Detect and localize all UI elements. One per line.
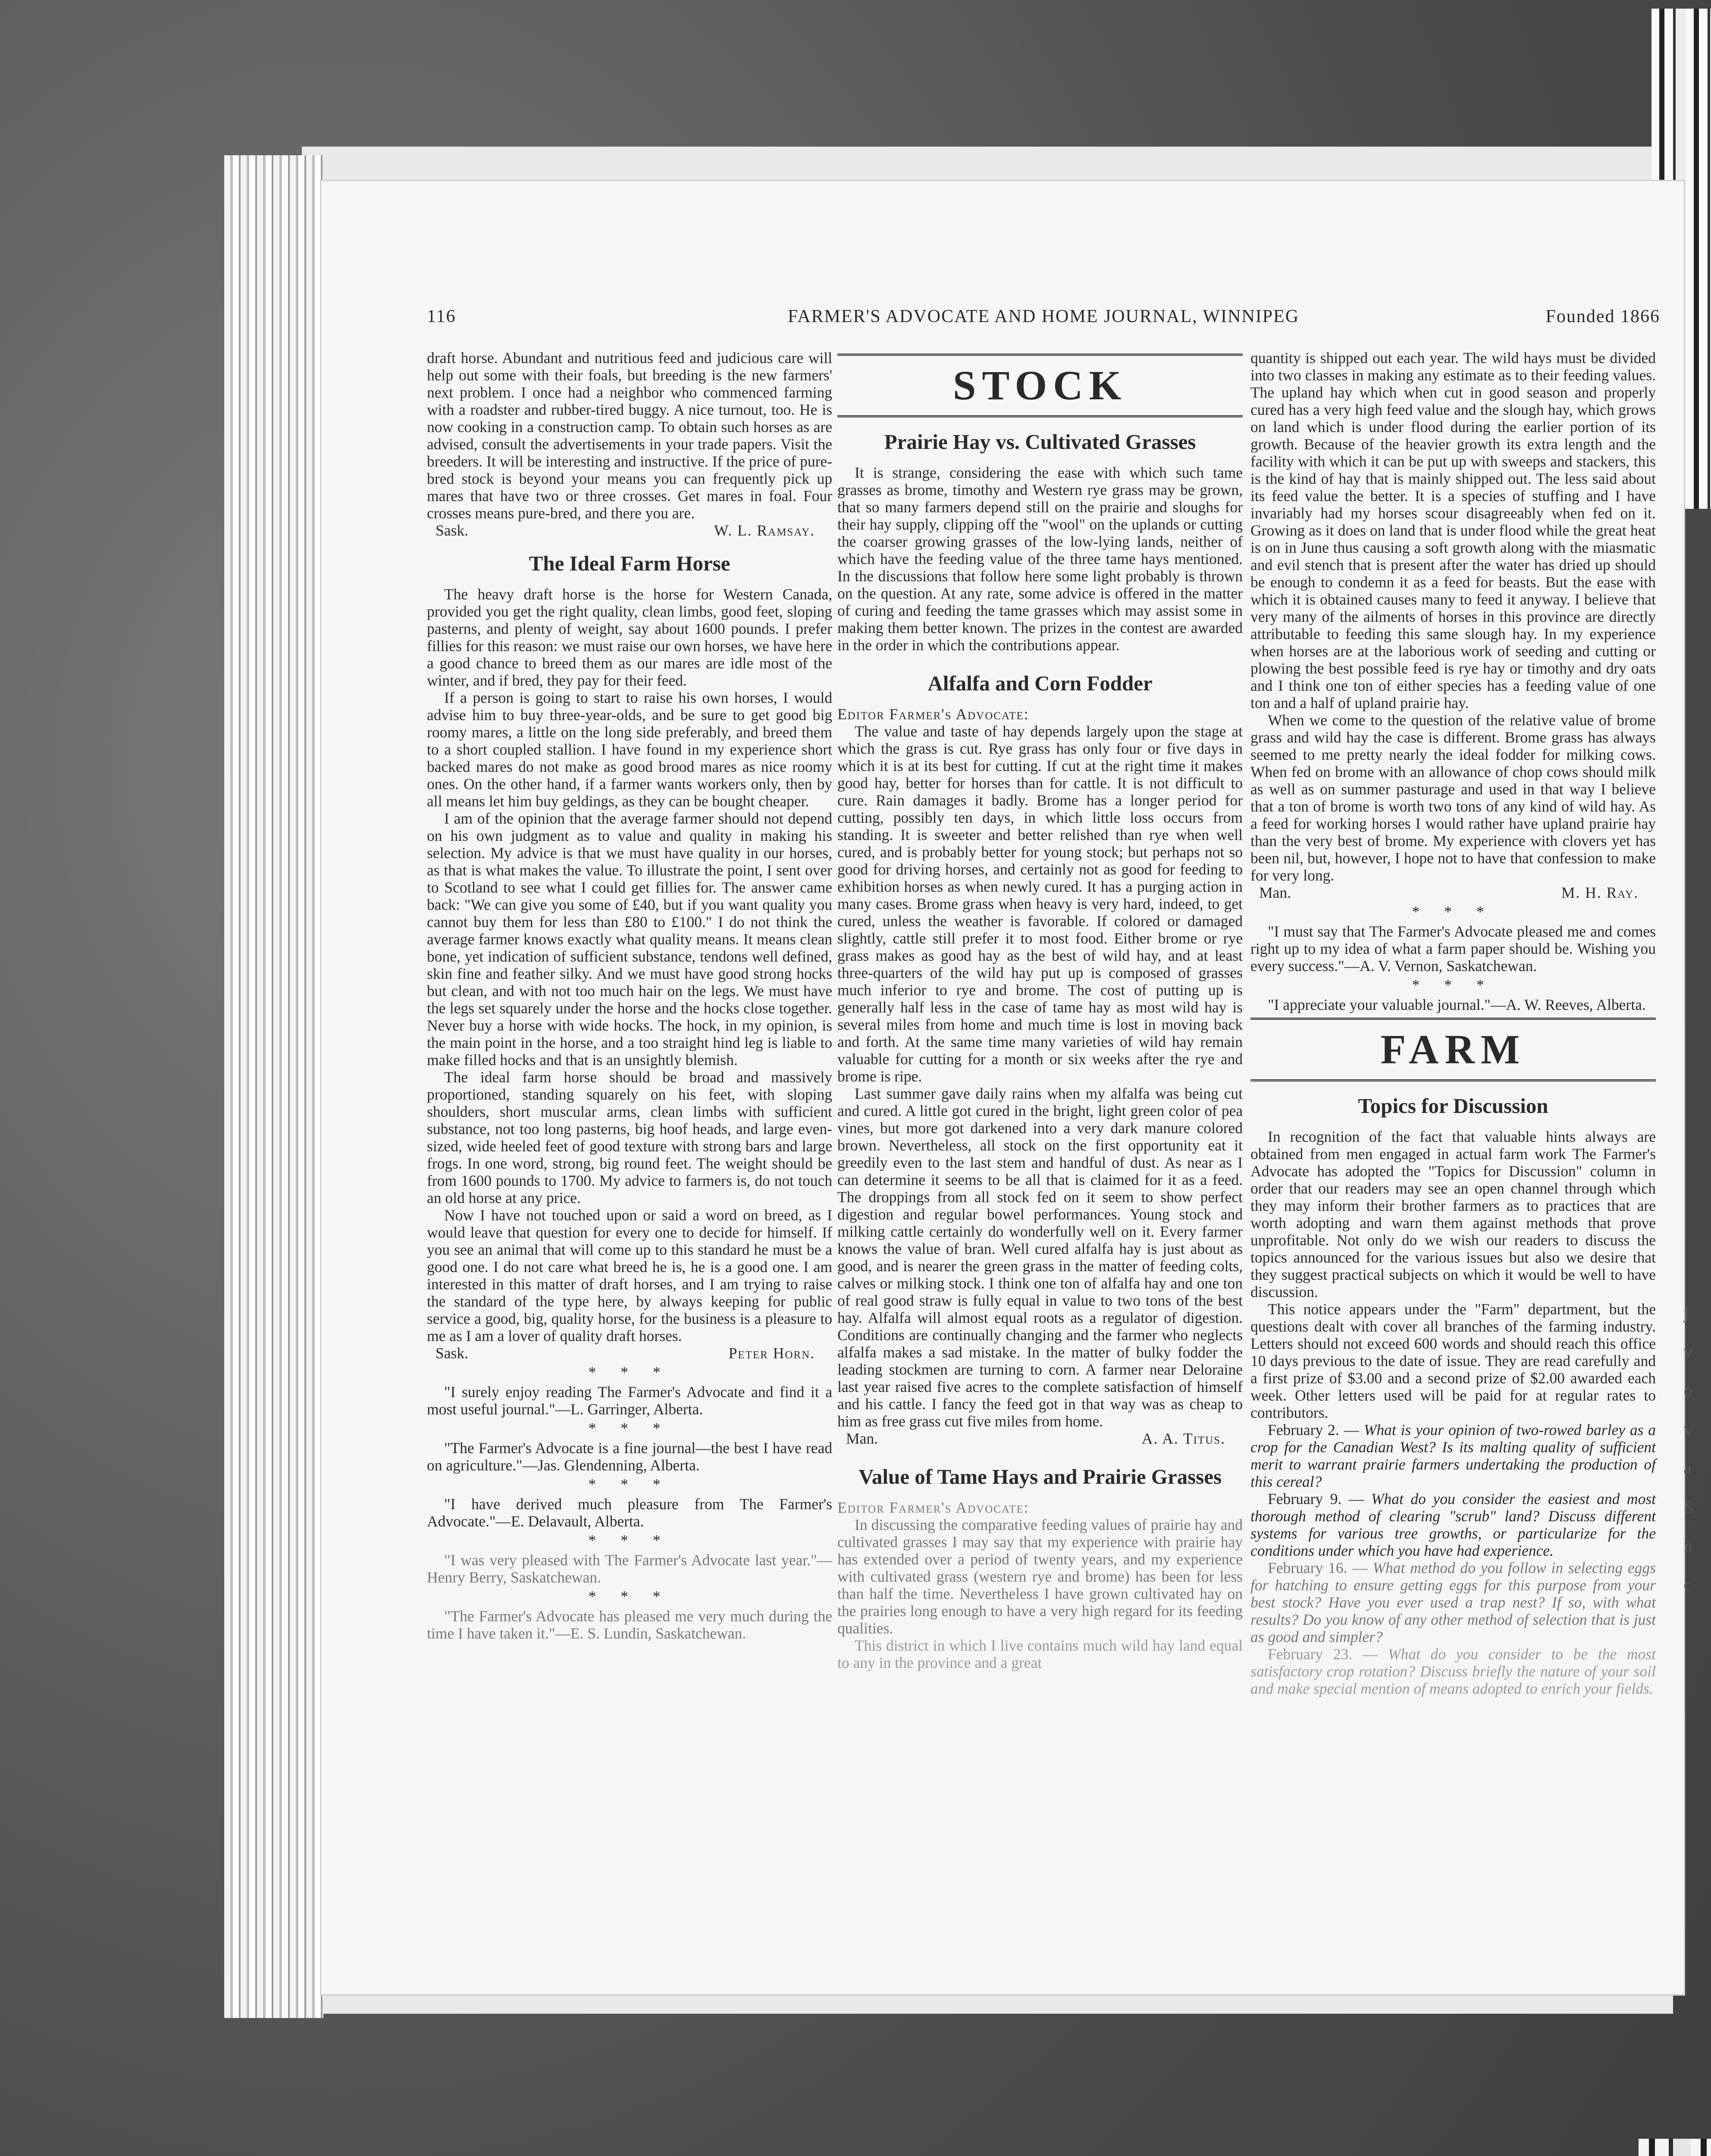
paragraph: In recognition of the fact that valuable hints always are obtained from men engaged in actual farm work The Farmer's Advocate has adopted the "Topics for Discussion" column in order that our readers may see an open channel through which they may inform their brother farmers as to practices that are worth adopting and warn them against methods that prove unprofitable. Not only do we wish our readers to discuss the topics announced for the various issues but also we desire that they suggest practical subjects on which it would be well to have discussion. — [1250, 1128, 1656, 1300]
separator-stars: * * * — [588, 1363, 671, 1381]
margin-letter: v — [1684, 1342, 1692, 1361]
separator-stars: * * * — [588, 1476, 671, 1493]
separator-stars: * * * — [1412, 903, 1495, 920]
signature — [837, 1430, 1243, 1447]
topic-question: What do you consider the easiest and most thorough method of clearing "scrub" land? Discuss different systems for various tree growths, or particularize for the conditions under which you have had experience. — [1250, 1490, 1656, 1559]
paragraph: The heavy draft horse is the horse for Western Canada, provided you get the right quality, clean limbs, good feet, sloping pasterns, and plenty of weight, say about 1600 pounds. I prefer fillies for this reason: we must raise our own horses, we have here a good chance to breed them as our mares are idle most of the winter, and if bred, they pay for their feed. — [427, 586, 832, 689]
adjacent-page-margin-text — [1684, 1294, 1710, 1682]
signature — [427, 522, 832, 539]
paragraph: The value and taste of hay depends largely upon the stage at which the grass is cut. Rye grass has only four or five days in which it is at its best for cutting. If cut at the right time it makes good hay, better for horses than for cattle. It is not difficult to cure. Rain damages it badly. Brome has a longer period for cutting, possibly ten days, in which little loss occurs from standing. It is sweeter and better relished than rye when well cured, and is probably better for young stock; but perhaps not so good for driving horses, and certainly not as good for feeding to exhibition horses as when newly cured. It has a purging action in many cases. Brome grass when heavy is very hard, indeed, to get cured, unless the weather is favorable. If colored or damaged slightly, cattle still prefer it to most food. Either brome or rye grass makes as good hay as the best of wild hay, and at least three-quarters of the wild hay put up is composed of grasses much inferior to rye and brome. The cost of putting up is generally half less in the case of tame hay as most wild hay is several miles from home and much time is lost in moving back and forth. At the same time many varieties of wild hay remain valuable for cutting for a month or six weeks after the rye and brome is ripe. — [837, 723, 1243, 1085]
separator-stars: * * * — [1412, 976, 1495, 993]
reader-quote: "I surely enjoy reading The Farmer's Advocate and find it a most useful journal."—L. Garringer, Alberta. — [427, 1383, 832, 1418]
signature-name: M. H. Ray. — [1561, 884, 1639, 901]
book-binding — [224, 155, 323, 2018]
paragraph: It is strange, considering the ease with which such tame grasses as brome, timothy and Western rye grass may be grown, that so many farmers depend still on the prairie and sloughs for their hay supply, clipping off the "wool" on the uplands or cutting the coarser growing grasses of the low-lying lands, neither of which have the feeding value of the three tame hays mentioned. In the discussions that follow here some light probably is thrown on the question. At any rate, some advice is offered in the matter of curing and feeding the tame grasses which may assist some in making them better known. The prizes in the contest are awarded in the order in which the contributions appear. — [837, 464, 1243, 654]
margin-letter: n — [1684, 1536, 1692, 1555]
topic-question: What is your opinion of two-rowed barley as a crop for the Canadian West? Is its malting quality of sufficient merit to warrant prairie farmers undertaking the production of this cereal? — [1250, 1421, 1656, 1490]
signature-place: Sask. — [436, 522, 468, 539]
section-title: FARM — [1380, 1026, 1526, 1072]
section-title: STOCK — [953, 362, 1128, 408]
article-heading: Prairie Hay vs. Cultivated Grasses — [884, 430, 1196, 454]
column-right — [1250, 349, 1656, 1697]
topic-entry: February 9. — What do you consider the easiest and most thorough method of clearing "scrub" land? Discuss different systems for various tree growths, or particularize for the conditions under which you have had experience. — [1250, 1490, 1656, 1559]
article-heading: Topics for Discussion — [1358, 1094, 1548, 1118]
topic-entry: February 23. — What do you consider to be the most satisfactory crop rotation? Discuss briefly the nature of your soil and make special mention of means adopted to enrich your fields. — [1250, 1645, 1656, 1697]
signature-name: W. L. Ramsay. — [714, 522, 815, 539]
editor-salutation: Editor Farmer's Advocate: — [837, 705, 1029, 723]
paragraph: The ideal farm horse should be broad and massively proportioned, standing squarely on his feet, with sloping shoulders, short muscular arms, clean limbs with sufficient substance, not too long pasterns, big hoof heads, and large even-sized, wide heeled feet of good texture with strong bars and large frogs. In one word, strong, big round feet. The weight should be from 1600 pounds to 1700. My advice to farmers is, do not touch an old horse at any price. — [427, 1069, 832, 1206]
margin-letter: a — [1684, 1458, 1692, 1478]
article-heading: Value of Tame Hays and Prairie Grasses — [858, 1465, 1222, 1489]
paragraph: draft horse. Abundant and nutritious feed and judicious care will help out some with their foals, but breeding is the new farmers' next problem. I once had a neighbor who commenced farming with a roadster and rubber-tired buggy. A nice turnout, too. He is now cooking in a construction camp. To obtain such horses as are advised, consult the advertisements in your trade papers. Visit the breeders. It will be interesting and instructive. If the price of pure-bred stock is beyond your means you can frequently pick up mares that have two or three crosses. Get mares in foal. Four crosses means pure-bred, and there you are. — [427, 349, 832, 522]
section-banner-farm — [1250, 1018, 1656, 1081]
margin-letter: c — [1684, 1575, 1692, 1594]
topic-question: What method do you follow in selecting eggs for hatching to ensure getting eggs for this purpose from your best stock? Have you ever used a trap nest? If so, with what results? Do you know of any other method of selection that is just as good and simpler? — [1250, 1559, 1656, 1645]
paragraph: quantity is shipped out each year. The wild hays must be divided into two classes in making any estimate as to their feeding values. The upland hay which when cut in good season and properly cured has a very high feed value and the slough hay, which grows on land which is under flood during the earlier portion of its growth. Because of the heavier growth its extra length and the facility with which it can be put up with sweeps and stackers, this is the kind of hay that is mainly shipped out. The less said about its feed value the better. It is a species of stuffing and I have invariably had my horses scour disagreeably when fed on it. Growing as it does on land that is under flood while the great heat is on in June thus causing a soft growth along with the miasmatic and evil stench that is present after the water has dried up should be enough to condemn it as a feed for beasts. But the ease with which it is obtained causes many to feed it anyway. I believe that very many of the ailments of horses in this province are directly attributable to feeding this same slough hay. In my experience when horses are at the laborious work of seeding and cutting or plowing the best possible feed is rye hay or timothy and dry oats and I think one ton of either species has a feeding value of one ton and a half of upland prairie hay. — [1250, 349, 1656, 711]
signature-place: Man. — [846, 1430, 878, 1447]
editor-salutation: Editor Farmer's Advocate: — [837, 1499, 1029, 1516]
signature-name: Peter Horn. — [728, 1344, 815, 1362]
newspaper-page — [321, 181, 1684, 1994]
paragraph: Last summer gave daily rains when my alfalfa was being cut and cured. A little got cured in the bright, light green color of pea vines, but more got darkened into a very dark manure colored brown. Nevertheless, all stock on the first opportunity eat it greedily even to the last stem and handful of dust. As near as I can determine it seems to be all that is claimed for it as a feed. The droppings from all stock fed on it seem to show perfect digestion and regular bowel performances. Young stock and milking cattle certainly do wonderfully well on it. Every farmer knows the value of bran. Well cured alfalfa hay is just about as good, and is nearer the green grass in the matter of feeding colts, calves or milking stock. I think one ton of alfalfa hay and one ton of real good straw is fully equal in value to two tons of the best hay. Alfalfa will almost equal roots as a regulator of digestion. Conditions are continually changing and the farmer who neglects alfalfa makes a sad mistake. In the matter of bulky fodder the leading stockmen are turning to corn. A farmer near Deloraine last year raised five acres to the complete satisfaction of himself and his cattle. I fancy the feed got in that way was as cheap to him as free grass cut five miles from home. — [837, 1085, 1243, 1430]
topic-date: February 23. — [1268, 1645, 1353, 1663]
topic-entry: February 2. — What is your opinion of two-rowed barley as a crop for the Canadian West? Is its malting quality of sufficient merit to warrant prairie farmers undertaking the production of this cereal? — [1250, 1421, 1656, 1490]
signature-place: Man. — [1259, 884, 1291, 901]
reader-quote: "The Farmer's Advocate is a fine journal—the best I have read on agriculture."—Jas. Glendenning, Alberta. — [427, 1439, 832, 1474]
column-left — [427, 349, 832, 1642]
paragraph: Now I have not touched upon or said a word on breed, as I would leave that question for every one to decide for himself. If you see an animal that will come up to this standard he must be a good one. I do not care what breed he is, he is a good one. I am interested in this matter of draft horses, and I am trying to raise the standard of the type here, by always keeping for public service a good, big, quality horse, for the business is a pleasure to me as I am a lover of quality draft horses. — [427, 1206, 832, 1344]
margin-letter: o — [1684, 1381, 1692, 1400]
paragraph: This district in which I live contains much wild hay land equal to any in the province and a great — [837, 1637, 1243, 1671]
paragraph: In discussing the comparative feeding values of prairie hay and cultivated grasses I may say that my experience with prairie hay has extended over a period of twenty years, and my experience with cultivated grass (western rye and brome) has been for less than half the time. Nevertheless I have grown cultivated hay on the prairies long enough to have a very high regard for its feeding qualities. — [837, 1516, 1243, 1637]
topic-date: February 2. — [1268, 1421, 1339, 1438]
article-heading: Alfalfa and Corn Fodder — [928, 671, 1153, 695]
reader-quote: "I was very pleased with The Farmer's Advocate last year."—Henry Berry, Saskatchewan. — [427, 1551, 832, 1586]
paragraph: I am of the opinion that the average farmer should not depend on his own judgment as to value and quality in making his selection. My advice is that we must have quality in our horses, as that is what makes the value. To illustrate the point, I sent over to Scotland to see what I could get fillies for. The answer came back: "We can give you some of £40, but if you want quality you cannot buy them for less than £80 to £100." I do not think the average farmer knows exactly what quality means. It means clean bone, yet indication of sufficient substance, tendons well defined, skin fine and feather silky. And we must have good strong hocks but clean, and with not too much hair on the legs. We must have the legs set squarely under the horse and the hocks close together. Never buy a horse with wide hocks. The hock, in my opinion, is the main point in the horse, and a too straight hind leg is liable to make filled hocks and that is an unsightly blemish. — [427, 810, 832, 1069]
column-middle — [837, 349, 1243, 1671]
reader-quote: "I have derived much pleasure from The Farmer's Advocate."—E. Delavault, Alberta. — [427, 1495, 832, 1530]
signature — [427, 1344, 832, 1362]
section-banner-stock — [837, 354, 1243, 417]
signature-place: Sask. — [436, 1344, 468, 1362]
page-title: FARMER'S ADVOCATE AND HOME JOURNAL, WINNIPEG — [787, 307, 1300, 326]
topic-question: What do you consider to be the most satisfactory crop rotation? Discuss briefly the nature of your soil and make special mention of means adopted to enrich your fields. — [1250, 1645, 1656, 1697]
reader-quote: "The Farmer's Advocate has pleased me very much during the time I have taken it."—E. S. Lundin, Saskatchewan. — [427, 1608, 832, 1642]
topic-date: February 9. — [1268, 1490, 1342, 1507]
signature-name: A. A. Titus. — [1141, 1430, 1225, 1447]
separator-stars: * * * — [588, 1532, 671, 1549]
signature — [1250, 884, 1656, 901]
adjacent-page-edge-bottom — [1639, 2139, 1711, 2156]
margin-letter: j — [1684, 1303, 1689, 1322]
margin-letter: S — [1684, 1497, 1694, 1517]
margin-letter: v — [1684, 1420, 1692, 1439]
separator-stars: * * * — [588, 1420, 671, 1437]
article-heading: The Ideal Farm Horse — [529, 552, 730, 575]
reader-quote: "I appreciate your valuable journal."—A. W. Reeves, Alberta. — [1268, 996, 1646, 1013]
paragraph: This notice appears under the "Farm" department, but the questions dealt with cover all branches of the farming industry. Letters should not exceed 600 words and should reach this office 10 days previous to the date of issue. They are read carefully and a first prize of $3.00 and a second prize of $2.00 awarded each week. Other letters used will be paid for at regular rates to contributors. — [1250, 1300, 1656, 1421]
topic-entry: February 16. — What method do you follow in selecting eggs for hatching to ensure getting eggs for this purpose from your best stock? Have you ever used a trap nest? If so, with what results? Do you know of any other method of selection that is just as good and simpler? — [1250, 1559, 1656, 1645]
separator-stars: * * * — [588, 1588, 671, 1605]
reader-quote: "I must say that The Farmer's Advocate pleased me and comes right up to my idea of what a farm paper should be. Wishing you every success."—A. V. Vernon, Saskatchewan. — [1250, 923, 1656, 975]
page-header — [427, 306, 1660, 332]
paragraph: If a person is going to start to raise his own horses, I would advise him to buy three-year-olds, and be sure to get good big roomy mares, a little on the long side preferably, and breed them to a short coupled stallion. I have found in my experience short backed mares do not make as good brood mares as nice roomy ones. On the other hand, if a farmer wants workers only, then by all means let him buy geldings, as they can be bought cheaper. — [427, 689, 832, 810]
paragraph: When we come to the question of the relative value of brome grass and wild hay the case is different. Brome grass has always seemed to me pretty nearly the ideal fodder for milking cows. When fed on brome with an allowance of chop cows should milk as well as on summer pasturage and used in that way I believe that a ton of brome is worth two tons of any kind of wild hay. As a feed for working horses I would rather have upland prairie hay than the very best of brome. My experience with clovers yet has been nil, but, however, I hope not to have that confession to make for very long. — [1250, 711, 1656, 884]
founded-label: Founded 1866 — [1545, 307, 1660, 326]
topic-date: February 16. — [1268, 1559, 1347, 1576]
page-number: 116 — [427, 307, 456, 326]
